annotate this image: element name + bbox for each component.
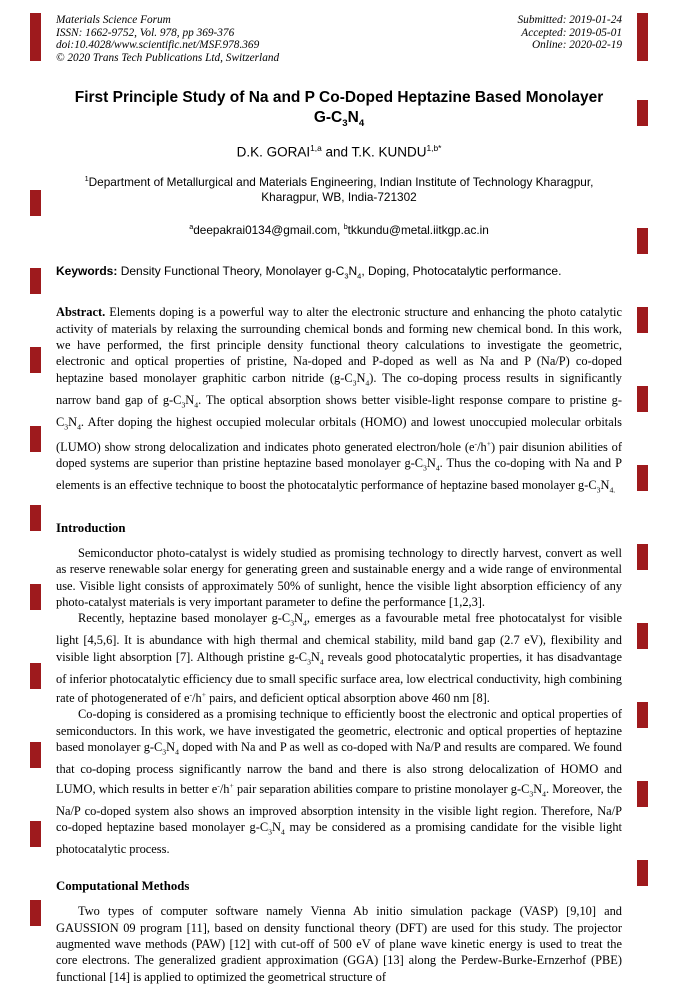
paper-title: First Principle Study of Na and P Co-Doped Heptazine Based Monolayer $G-C_3N_4$	[74, 89, 604, 130]
edge-mark	[637, 544, 648, 570]
abstract	[56, 304, 622, 499]
paragraph: Semiconductor photo-catalyst is widely studied as promising technology to directly harvest, convert as well as reserve renewable solar energy for generating green and sustainable energy and a wide range of environmental use. Visible light consists of approximately 50% of sunlight, hence the visible light absorption efficiency of any photo-catalyst materials is very important parameter to define the performance [1,2,3].	[56, 545, 622, 609]
edge-mark	[637, 13, 648, 61]
edge-mark	[30, 505, 41, 531]
edge-mark	[30, 821, 41, 847]
edge-mark	[637, 860, 648, 886]
page-content	[56, 14, 622, 985]
edge-mark	[637, 781, 648, 807]
edge-mark	[30, 268, 41, 294]
authors-line: D.K. GORAI$^{1,a}$ and T.K. $KUNDU^{1,b*}$	[236, 143, 442, 160]
keywords-label: Keywords:	[56, 263, 118, 278]
section-heading-introduction: Introduction	[56, 520, 126, 535]
edge-mark	[637, 100, 648, 126]
author-emails: $^a$deepakrai0134@gmail.com, $^b$tkkundu@metal.iitkgp.ac.in	[189, 221, 489, 237]
edge-mark	[637, 702, 648, 728]
edge-mark	[30, 742, 41, 768]
journal-doi: doi:10.4028/www.scientific.net/MSF.978.369	[56, 39, 260, 52]
section-heading-computational-methods: Computational Methods	[56, 879, 190, 894]
edge-mark	[30, 347, 41, 373]
journal-header	[56, 14, 622, 64]
abstract-text: Elements doping is a powerful way to alter the electronic structure and enhancing the photo catalytic activity of materials by relaxing the surrounding chemical bonds and forming new chemical bond. In this work, we have performed, the first principle density functional theory calculations to investigate the geometric, electronic and optical properties of pristine, Na-doped and P-doped as well as Na and P (Na/P) co-doped heptazine based monolayer graphitic carbon nitride $(g-C_3N_4)$. The co-doping process results in significantly narrow band gap of $g-C_3N_4$. The optical absorption shows better visible-light response compare to pristine $g-C_3N_4$. After doping the highest occupied molecular orbitals (HOMO) and lowest unoccupied molecular orbitals (LUMO) show strong delocalization and indicates photo generated electron/hole (e-/h+) pair disunion abilities of doped systems are superior than pristine heptazine based monolayer $g-C_3N_4$. Thus the co-doping with Na and P elements is an effective technique to boost the photocatalytic performance of heptazine based monolayer $g-C_3N_{4.}$	[56, 305, 622, 495]
journal-name: Materials Science Forum	[56, 14, 171, 26]
paragraph: Co-doping is considered as a promising technique to efficiently boost the electronic and optical properties of semiconductors. In this work, we have investigated the geometric, electronic and optical properties of heptazine based monolayer $g-C_3N_4$ doped with Na and P as well as co-doped with Na/P and results are compared. We found that co-doping process significantly narrow the band and there is also strong delocalization of HOMO and LUMO, which results in better e-/h+ pair separation abilities compare to pristine monolayer $g-C_3N_4$. Moreover, the Na/P co-doped system also shows an improved absorption intensity in the visible light region. Therefore, Na/P co-doped heptazine based monolayer $g-C_3N_4$ may be considered as a promising candidate for the visible light photocatalytic process.	[56, 707, 622, 856]
submission-dates	[518, 14, 622, 64]
journal-info	[56, 14, 279, 64]
edge-mark	[30, 426, 41, 452]
journal-issn-volume: ISSN: 1662-9752, Vol. 978, pp 369-376	[56, 26, 235, 39]
online-date: Online: 2020-02-19	[531, 39, 622, 52]
edge-mark	[637, 623, 648, 649]
affiliation: $^1$Department of Metallurgical and Materials Engineering, Indian Institute of Technology Kharagpur, Kharagpur, WB, India-721302	[84, 173, 594, 204]
abstract-label: Abstract.	[56, 305, 106, 320]
edge-mark	[30, 190, 41, 216]
edge-mark	[30, 663, 41, 689]
edge-mark	[30, 584, 41, 610]
paragraph: Two types of computer software namely Vienna Ab initio simulation package (VASP) [9,10] and GAUSSION 09 program [11], based on density functional theory (DFT) are used for this study. The projector augmented wave methods (PAW) [12] with cut-off of 500 eV of plane wave kinetic energy is used to treat the core electrons. The generalized gradient approximation (GGA) [13] along the Perdew-Burke-Ernzerhof (PBE) functional [14] is applied to optimized the geometrical structure of	[56, 904, 622, 984]
paragraph: Recently, heptazine based monolayer $g-C_3N_4$, emerges as a favourable metal free photocatalyst for visible light [4,5,6]. It is abundance with high thermal and chemical stability, mild band gap (2.7 eV), flexibility and visible light absorption [7]. Although pristine $g-C_3N_4$ reveals good photocatalytic properties, it has disadvantage of inferior photocatalytic efficiency due to small specific surface area, low electrical conductivity, high combining rate of photogenerated of e-/h+ pairs, and deficient optical absorption above 460 nm [8].	[56, 611, 623, 706]
keywords-line	[56, 264, 622, 283]
edge-mark	[637, 465, 648, 491]
keywords-text: Density Functional Theory, Monolayer $g-C_3N_4$, Doping, Photocatalytic performance.	[117, 263, 562, 281]
journal-copyright: © 2020 Trans Tech Publications Ltd, Switzerland	[56, 51, 280, 64]
submitted-date: Submitted: 2019-01-24	[517, 14, 622, 26]
accepted-date: Accepted: 2019-05-01	[521, 26, 622, 39]
edge-mark	[30, 900, 41, 926]
edge-mark	[637, 386, 648, 412]
edge-mark	[30, 13, 41, 61]
edge-mark	[637, 228, 648, 254]
edge-mark	[637, 307, 648, 333]
